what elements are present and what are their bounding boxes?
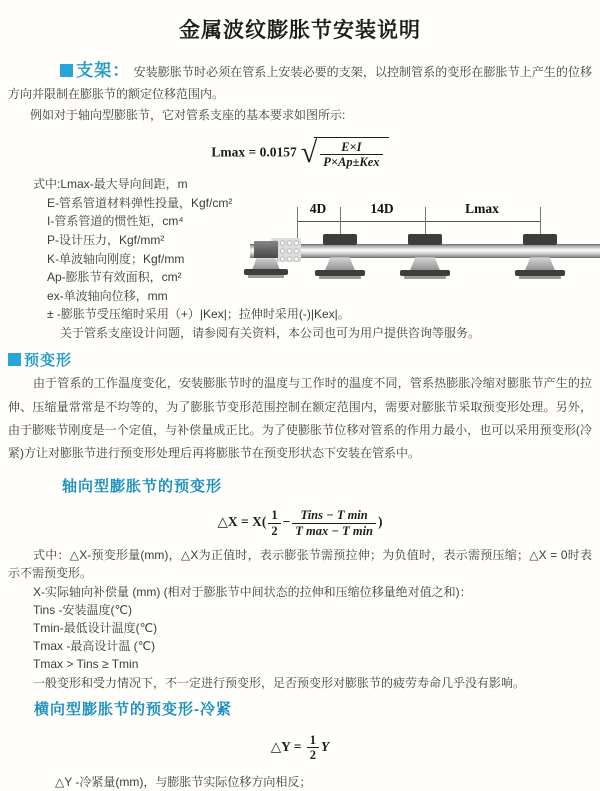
formula-delta-x xyxy=(8,508,592,538)
temp-denominator: T max − T min xyxy=(295,523,373,538)
axial-subheading: 轴向型膨胀节的预变形 xyxy=(62,478,223,496)
axial-item: Tmax > Tins ≥ Tmin xyxy=(33,657,139,672)
definition-item: ex-单波轴向位移，mm xyxy=(47,288,168,303)
formula-lmax-numerator: E×I xyxy=(320,140,382,155)
formula-lmax-denominator: P×Ap±Kex xyxy=(323,154,380,169)
support-clamp xyxy=(323,234,357,245)
predeform-paragraph: 由于管系的工作温度变化，安装膨胀节时的温度与工作时的温度不同，管系热膨胀冷缩对膨胀节产生的拉伸、压缩量常常是不均等的，为了膨胀节变形范围控制在额定范围内，需要对膨胀节采取预变形处理。另外，由于膨账节刚度是一个定值，与补偿量成正比。为了使膨胀节位移对管系的作用力最小，也可以采用预变形(冷紧)方让对膨胀节进行预变形处理后再将膨胀节在预变形状态下安装在管系中。 xyxy=(8,376,592,461)
anchor-clamp xyxy=(254,241,278,258)
definition-item: K-单波轴向刚度；Kgf/mm xyxy=(47,251,185,266)
square-root-icon: √ xyxy=(300,135,318,169)
half-numerator: 1 xyxy=(307,733,319,748)
axial-item: Tmin-最低设计温度(℃) xyxy=(33,621,158,635)
support-clamp xyxy=(523,234,557,245)
formula-lmax-fraction xyxy=(320,140,382,170)
half-denominator: 2 xyxy=(271,523,278,538)
formula-lmax-lhs: Lmax = 0.0157 xyxy=(211,143,297,159)
formula-dy-half xyxy=(307,733,319,763)
half-numerator: 1 xyxy=(268,508,280,523)
page-title: 金属波纹膨胀节安装说明 xyxy=(179,19,421,42)
definition-item: ± -膨胀节受压缩时采用（+）|Kex|；拉伸时采用(-)|Kex|。 xyxy=(47,307,350,322)
formula-dy-lhs: △Y = xyxy=(270,738,302,754)
support-paragraph xyxy=(8,60,592,105)
definition-item: P-设计压力，Kgf/mm² xyxy=(47,233,165,248)
definition-item: Ap-膨胀节有效面积，cm² xyxy=(47,270,182,285)
definition-item: 式中:Lmax-最大导向间距，m xyxy=(33,177,188,192)
anchor-base-plate xyxy=(248,275,284,278)
axial-explain: 式中：△X-预变形量(mm)，△X为正值时，表示膨张节需预拉伸；为负值时，表示需预压缩；△X = 0时表示不需预变形。 xyxy=(8,548,592,581)
axial-item: Tins -安装温度(℃) xyxy=(33,602,133,617)
support-pedestal xyxy=(325,257,355,270)
axial-block xyxy=(8,546,592,692)
axial-item: Tmax -最高设计温 (℃) xyxy=(33,639,156,654)
section-bullet-icon xyxy=(8,353,21,366)
support-pedestal xyxy=(525,257,555,270)
formula-lmax-radicand xyxy=(314,137,388,170)
formula-delta-y xyxy=(8,733,592,763)
support-base-plate xyxy=(319,276,361,279)
definition-item: E-管系管道材料弹性投量，Kgf/cm² xyxy=(47,195,233,210)
axial-item: X-实际轴向补偿量 (mm) (相对于膨胀节中间状态的拉伸和压缩位移量绝对值之和)： xyxy=(33,584,472,599)
formula-lmax xyxy=(8,137,592,170)
formula-dx-rhs: ) xyxy=(378,514,383,530)
support-base-plate xyxy=(404,276,446,279)
predeform-section-header xyxy=(8,349,592,370)
support-note: 关于管系支座设计问题，请参阅有关资料，本公司也可为用户提供咨询等服务。 xyxy=(60,326,481,340)
support-intro-text: 安装膨胀节时必须在管系上安装必要的支架，以控制管系的变形在膨胀节上产生的位移方向并限制在膨胀节的额定位移范围内。 xyxy=(8,65,593,101)
lateral-item: △Y -冷紧量(mm)，与膨胀节实际位移方向相反； xyxy=(55,774,312,789)
predeform-section-heading: 预变形 xyxy=(24,352,73,370)
dimension-label-lmax: Lmax xyxy=(461,202,503,216)
formula-dx-minus: − xyxy=(282,514,291,530)
support-base-plate xyxy=(519,276,561,279)
definition-list xyxy=(8,175,592,343)
support-section-heading: 支架： xyxy=(76,61,131,80)
dimension-label-14d: 14D xyxy=(366,202,397,216)
pipe-support-diagram xyxy=(250,201,600,301)
formula-dx-temp-fraction xyxy=(292,508,376,538)
support-pedestal xyxy=(410,257,440,270)
guide-support xyxy=(510,201,570,301)
formula-dx-half xyxy=(268,508,280,538)
support-clamp xyxy=(408,234,442,245)
axial-note: 一般变形和受力情况下，不一定进行预变形，足否预变形对膨胀节的疲劳寿命几乎没有影响。 xyxy=(33,675,526,690)
anchor-support xyxy=(238,201,294,301)
formula-dx-lhs: △X = X( xyxy=(217,514,267,530)
guide-support xyxy=(395,201,455,301)
support-example-line: 例如对于轴向型膨胀节，它对管系支座的基本要求如图所示: xyxy=(30,108,346,122)
definition-item: I-管系管道的惯性矩，cm⁴ xyxy=(47,214,184,229)
half-denominator: 2 xyxy=(309,748,317,763)
lateral-subheading: 横向型膨胀节的预变形-冷紧 xyxy=(34,700,232,718)
section-bullet-icon xyxy=(60,64,73,77)
temp-numerator: Tins − T min xyxy=(292,508,376,523)
formula-dy-rhs: Y xyxy=(321,738,330,754)
guide-support xyxy=(310,201,370,301)
dimension-label-4d: 4D xyxy=(306,202,331,216)
axial-items xyxy=(8,583,592,674)
